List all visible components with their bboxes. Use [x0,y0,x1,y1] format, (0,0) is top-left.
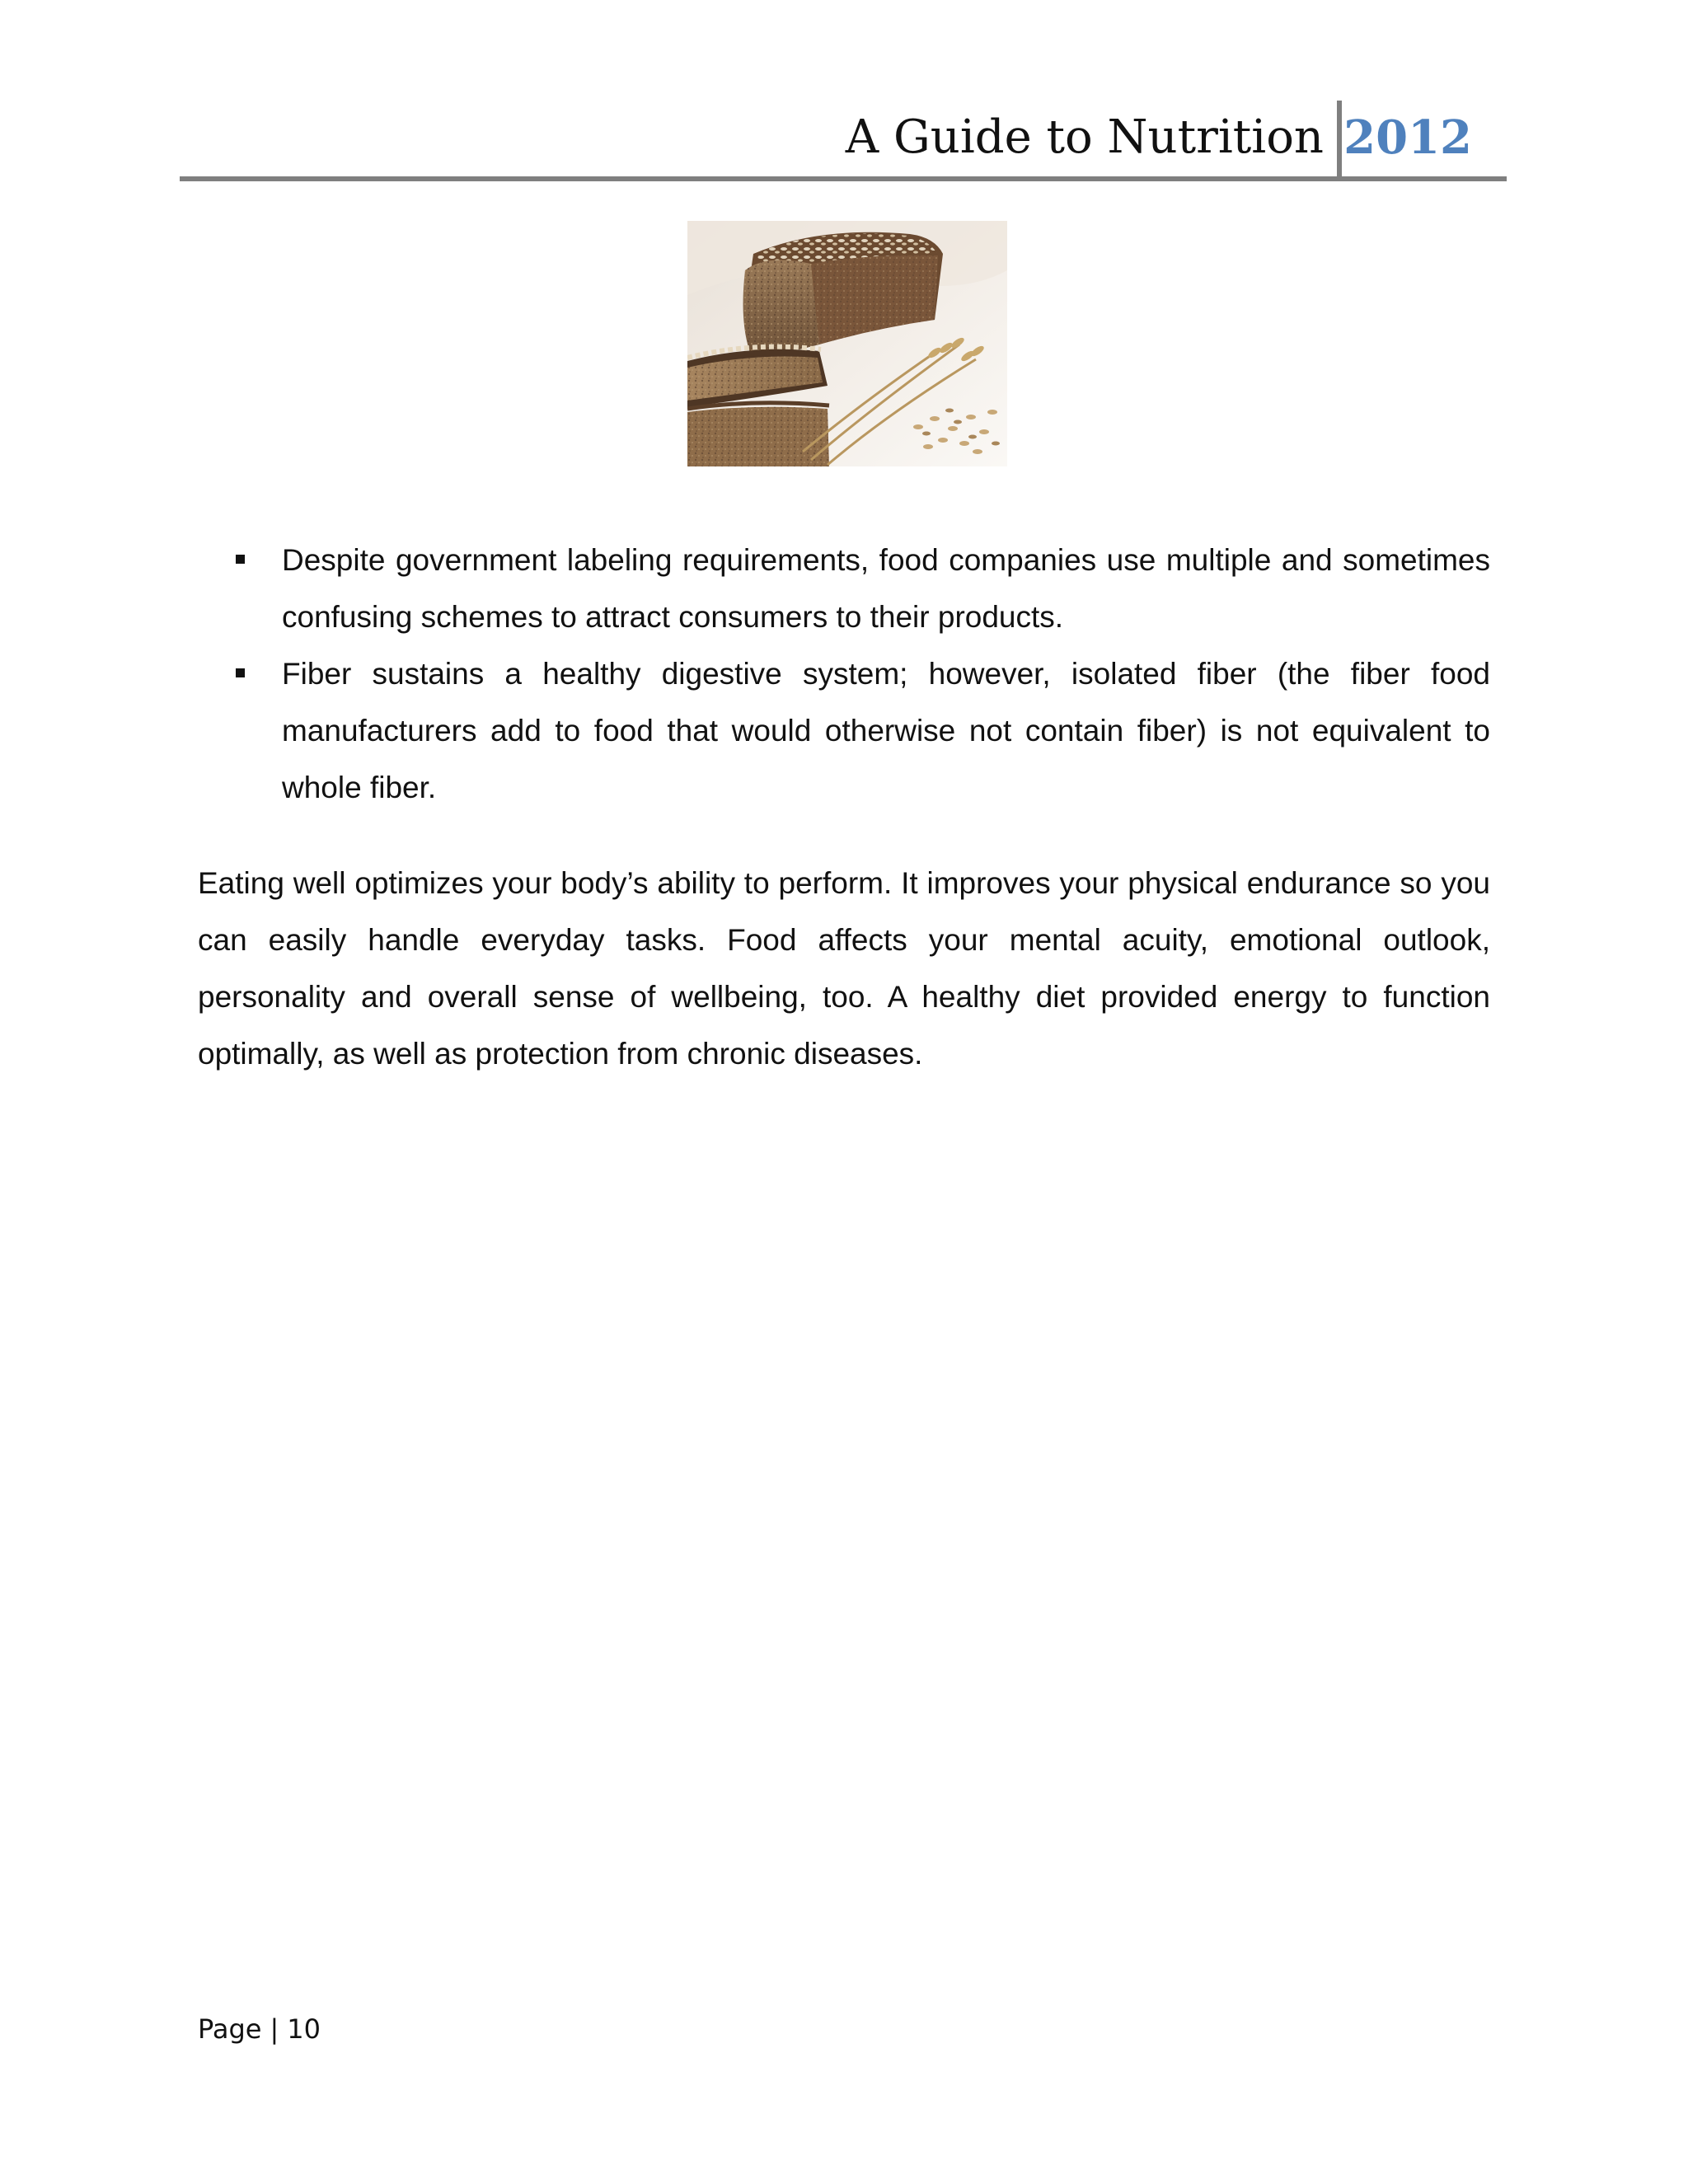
header-divider [1337,101,1342,178]
page-number: 10 [287,2013,321,2045]
body-paragraph: Eating well optimizes your body’s ability to perform. It improves your physical endurance so you can easily handle everyday tasks. Food affects your mental acuity, emotional outlook, personality and overall sense of wellbeing, too. A healthy diet provided energy to function optimally, as well as protection from chronic diseases. [198,866,1490,1071]
document-year: 2012 [1343,110,1472,165]
bullet-list [198,532,1490,816]
list-item [198,532,1490,645]
bread-illustration [687,221,1007,466]
bullet-text: Despite government labeling requirements, food companies use multiple and sometimes confusing schemes to attract consumers to their products. [282,543,1490,634]
page-separator: | [270,2013,279,2045]
list-item [198,645,1490,816]
bread-photo [687,221,1007,466]
document-title: A Guide to Nutrition [845,110,1324,164]
header-rule [180,176,1507,181]
square-bullet-icon [236,555,245,564]
page-label: Page [198,2013,262,2045]
page-header [180,97,1507,181]
square-bullet-icon [236,668,245,677]
page-footer [198,2011,321,2047]
bullet-text: Fiber sustains a healthy digestive system; however, isolated fiber (the fiber food manufacturers add to food that would otherwise not contain fiber) is not equivalent to whole fiber. [282,657,1490,804]
